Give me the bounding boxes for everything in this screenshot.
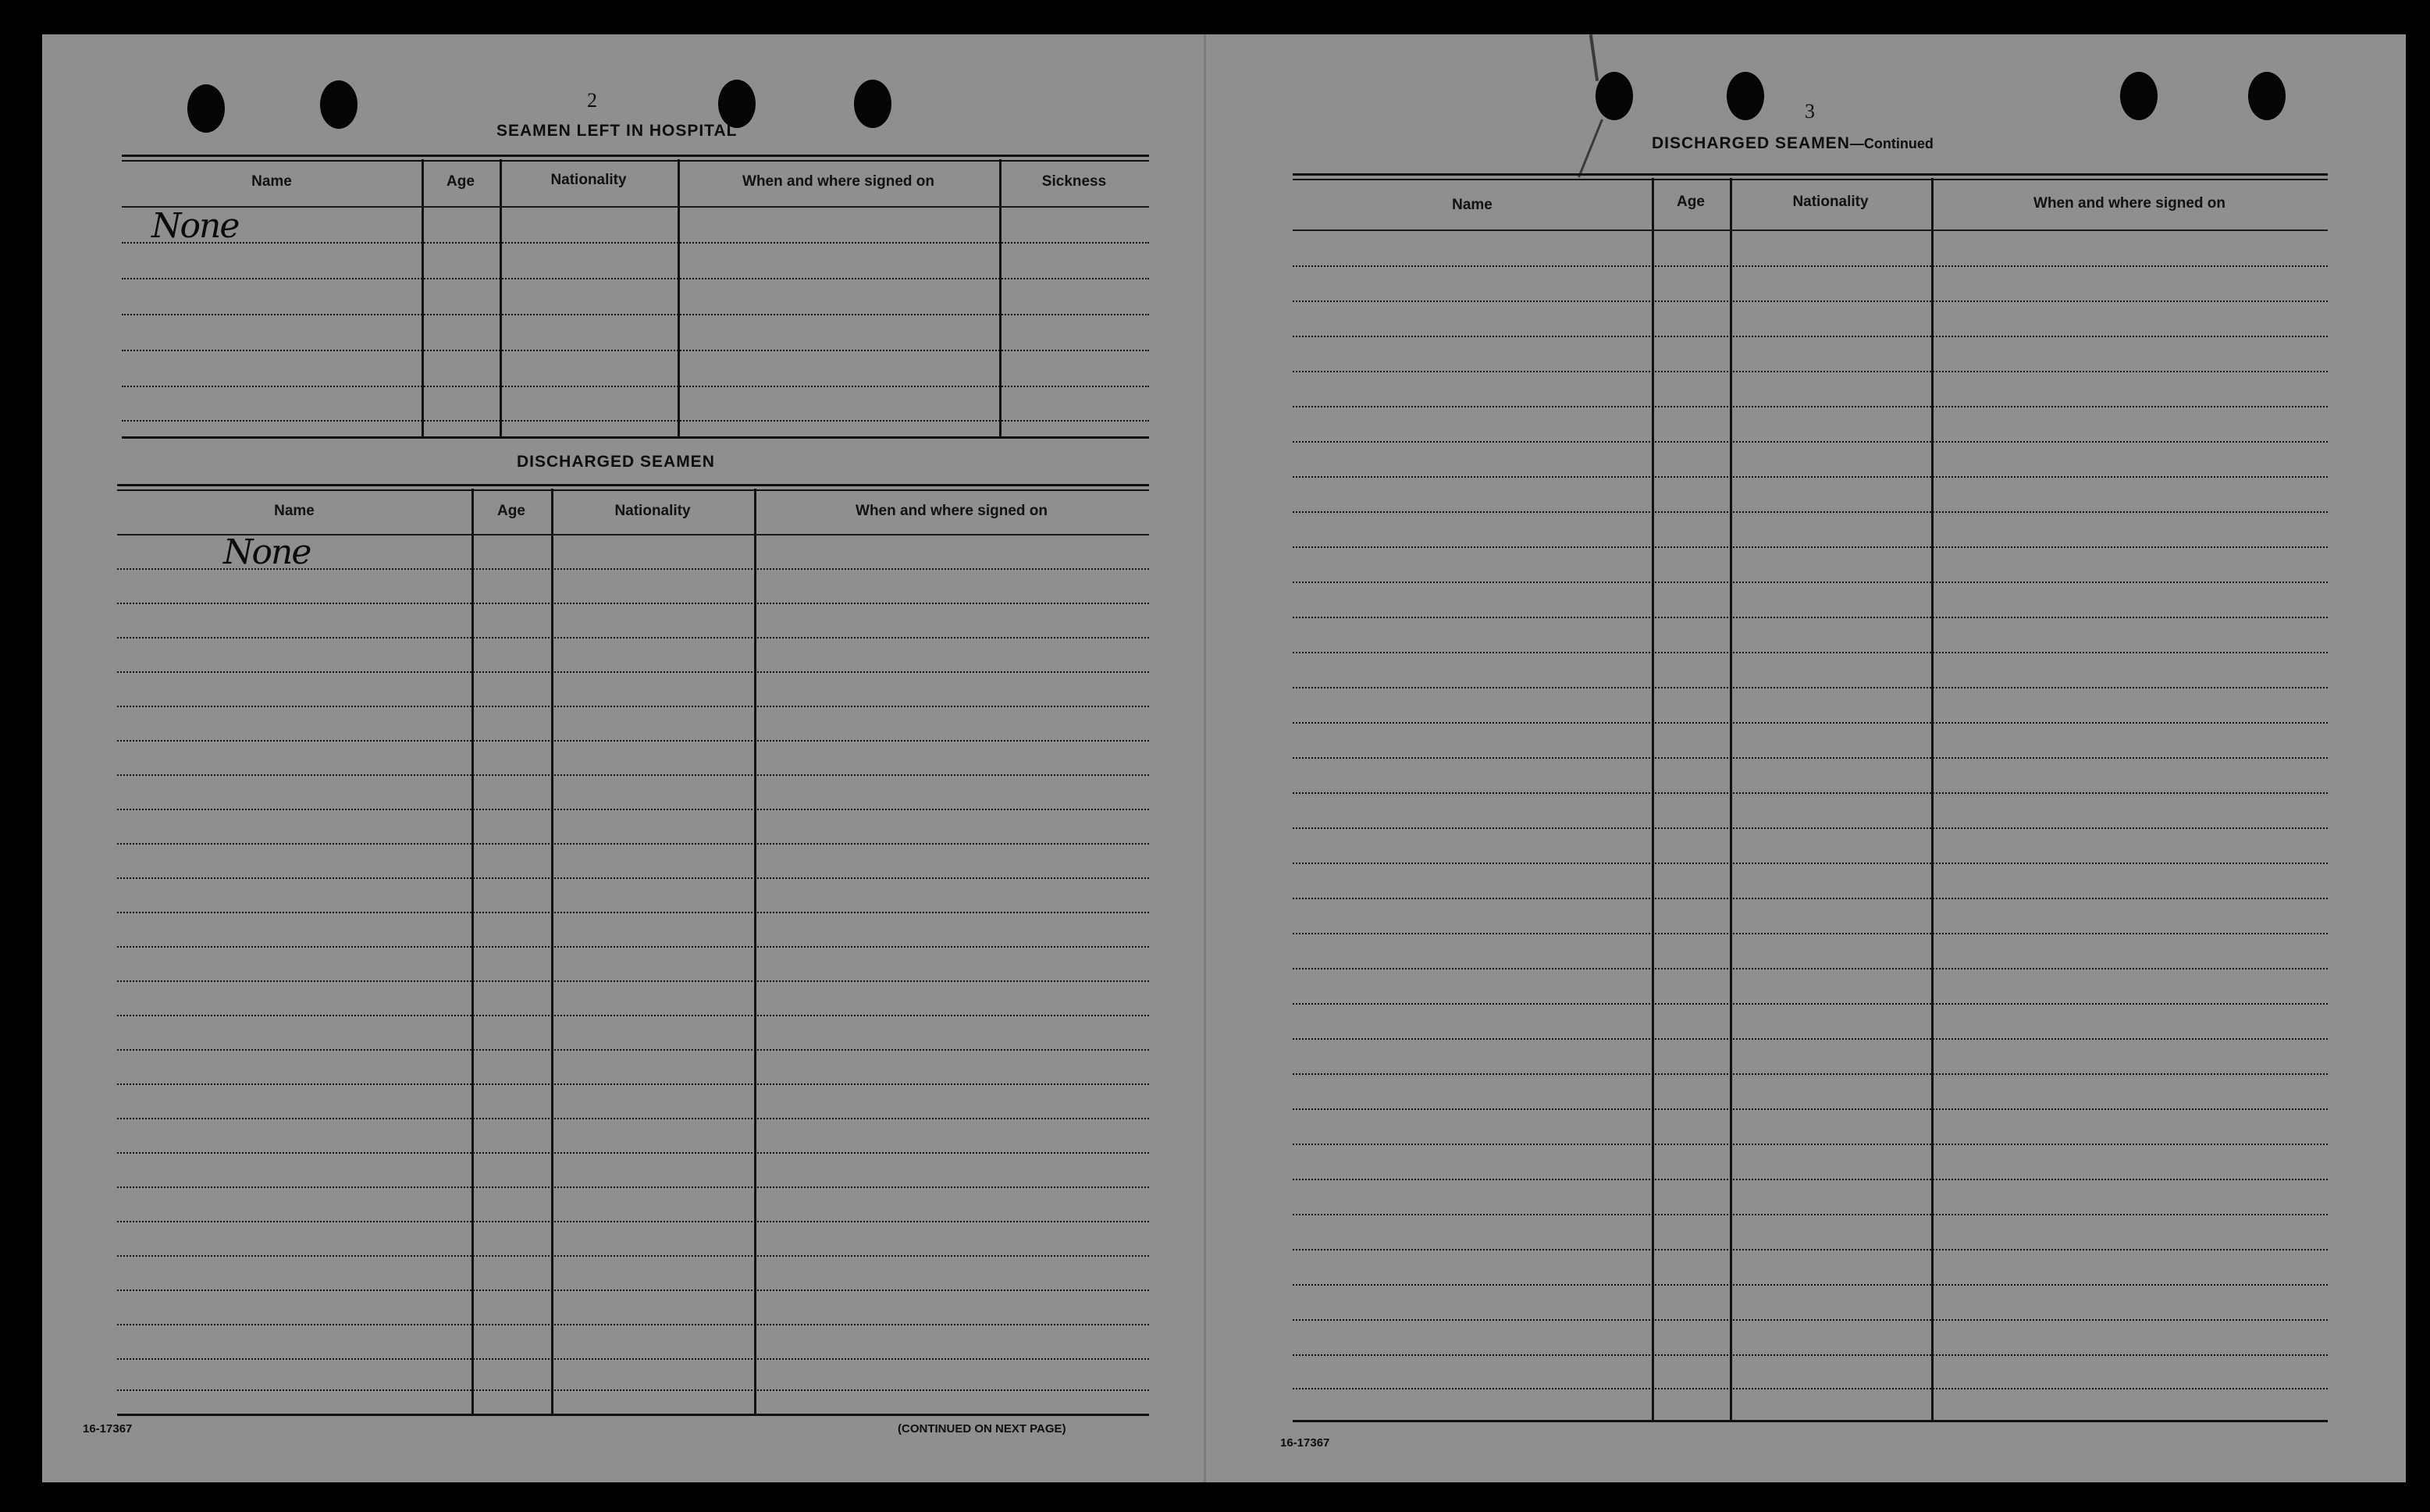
row-line (1293, 476, 2328, 478)
row-line (117, 809, 1149, 810)
row-line (122, 386, 1149, 387)
row-line (117, 843, 1149, 845)
punch-hole (2120, 72, 2158, 120)
row-line (117, 637, 1149, 639)
row-line (1293, 968, 2328, 969)
row-line (122, 314, 1149, 315)
row-line (1293, 406, 2328, 407)
column-divider (1730, 178, 1732, 1422)
row-line (122, 242, 1149, 244)
row-line (1293, 511, 2328, 513)
row-line (117, 706, 1149, 707)
row-line (1293, 1038, 2328, 1040)
row-line (1293, 722, 2328, 724)
column-header-signed-on: When and where signed on (856, 503, 1048, 519)
section-title-suffix: —Continued (1849, 136, 1934, 151)
table-top-border (1293, 173, 2328, 176)
column-divider (999, 159, 1002, 439)
header-rule (122, 206, 1149, 208)
row-line (1293, 546, 2328, 548)
header-rule (1293, 229, 2328, 231)
row-line (117, 774, 1149, 776)
handwritten-entry: None (223, 532, 311, 572)
row-line (117, 1049, 1149, 1051)
row-line (122, 278, 1149, 279)
row-line (117, 1255, 1149, 1257)
row-line (1293, 336, 2328, 337)
section-title-discharged: DISCHARGED SEAMEN (517, 453, 715, 471)
punch-hole (1727, 72, 1764, 120)
row-line (1293, 933, 2328, 934)
row-line (117, 980, 1149, 982)
punch-hole (2248, 72, 2286, 120)
table-top-border (117, 484, 1149, 486)
row-line (1293, 1284, 2328, 1286)
row-line (117, 1186, 1149, 1188)
table-top-border (117, 489, 1149, 491)
row-line (1293, 792, 2328, 794)
row-line (117, 671, 1149, 673)
row-line (122, 420, 1149, 422)
row-line (1293, 1179, 2328, 1180)
row-line (1293, 1003, 2328, 1005)
row-line (117, 912, 1149, 913)
row-line (1293, 441, 2328, 443)
row-line (1293, 617, 2328, 618)
row-line (1293, 1073, 2328, 1075)
column-header-age: Age (447, 173, 475, 190)
continued-note: (CONTINUED ON NEXT PAGE) (898, 1422, 1066, 1436)
row-line (1293, 301, 2328, 302)
table-top-border (122, 160, 1149, 162)
row-line (117, 1290, 1149, 1291)
row-line (1293, 652, 2328, 653)
column-header-nationality: Nationality (1792, 194, 1869, 210)
column-header-nationality: Nationality (614, 503, 691, 519)
section-title-hospital: SEAMEN LEFT IN HOSPITAL (496, 122, 738, 140)
row-line (1293, 898, 2328, 899)
handwritten-entry: None (151, 206, 239, 246)
form-number: 16-17367 (1280, 1436, 1330, 1450)
row-line (1293, 827, 2328, 829)
row-line (1293, 1144, 2328, 1145)
column-divider (678, 159, 680, 439)
column-header-signed-on: When and where signed on (2033, 195, 2225, 212)
column-header-age: Age (1677, 194, 1705, 210)
column-divider (551, 489, 553, 1416)
column-header-nationality: Nationality (550, 172, 627, 188)
page-number: 2 (587, 89, 597, 112)
table-top-border (122, 155, 1149, 157)
row-line (117, 1358, 1149, 1360)
row-line (117, 1221, 1149, 1222)
hospital-table (122, 155, 1149, 439)
column-divider (1652, 178, 1654, 1422)
row-line (117, 1083, 1149, 1085)
row-line (1293, 371, 2328, 372)
row-line (1293, 1249, 2328, 1251)
row-line (117, 946, 1149, 948)
column-divider (471, 489, 474, 1416)
discharged-table-left (117, 484, 1149, 1416)
row-line (1293, 1214, 2328, 1215)
punch-hole (1596, 72, 1633, 120)
row-line (117, 1152, 1149, 1154)
page-fold (1204, 34, 1206, 1482)
row-line (117, 1389, 1149, 1391)
punch-hole (320, 80, 358, 129)
table-top-border (1293, 179, 2328, 180)
row-line (117, 1324, 1149, 1325)
row-line (1293, 687, 2328, 688)
column-header-name: Name (251, 173, 292, 190)
row-line (1293, 1108, 2328, 1110)
punch-hole (718, 80, 756, 128)
column-divider (500, 159, 502, 439)
column-header-age: Age (497, 503, 525, 519)
row-line (122, 350, 1149, 351)
page-number: 3 (1805, 100, 1815, 123)
column-header-signed-on: When and where signed on (742, 173, 934, 190)
section-title-discharged-continued (1652, 134, 1934, 153)
discharged-table-right (1293, 173, 2328, 1422)
row-line (1293, 1388, 2328, 1389)
punch-hole (854, 80, 891, 128)
punch-hole (187, 84, 225, 133)
table-bottom-border (1293, 1420, 2328, 1422)
row-line (1293, 757, 2328, 759)
row-line (1293, 863, 2328, 864)
table-bottom-border (122, 436, 1149, 439)
column-divider (754, 489, 756, 1416)
column-divider (1931, 178, 1934, 1422)
row-line (117, 603, 1149, 604)
row-line (1293, 582, 2328, 583)
column-divider (422, 159, 424, 439)
row-line (117, 877, 1149, 879)
table-bottom-border (117, 1414, 1149, 1416)
form-number: 16-17367 (83, 1422, 133, 1436)
row-line (1293, 1354, 2328, 1356)
row-line (117, 1015, 1149, 1016)
row-line (1293, 265, 2328, 267)
row-line (117, 1118, 1149, 1119)
row-line (1293, 1319, 2328, 1321)
column-header-name: Name (1452, 197, 1493, 213)
section-title-text: DISCHARGED SEAMEN (1652, 134, 1850, 152)
row-line (117, 740, 1149, 742)
column-header-sickness: Sickness (1041, 173, 1107, 190)
column-header-name: Name (274, 503, 315, 519)
